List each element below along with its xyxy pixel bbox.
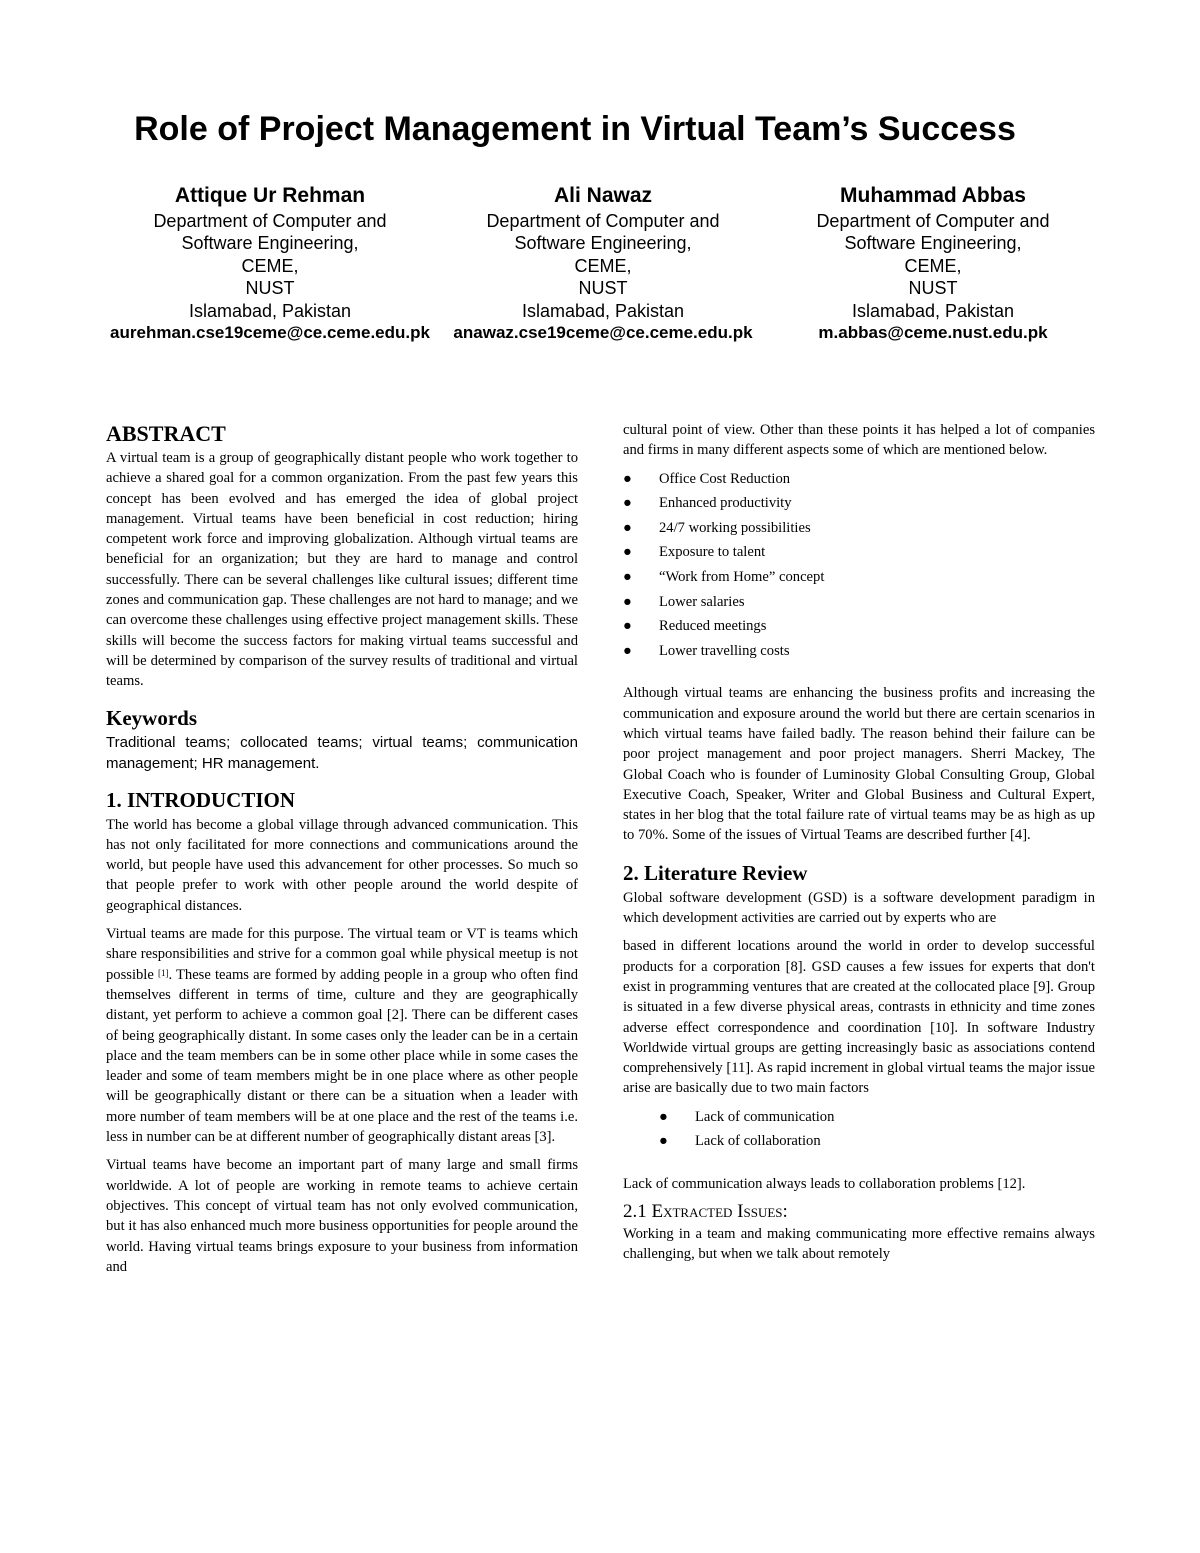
author-email[interactable]: anawaz.cse19ceme@ce.ceme.edu.pk [453, 323, 753, 343]
list-item: ● Enhanced productivity [623, 491, 1095, 516]
list-item: ● Lack of collaboration [659, 1129, 1095, 1154]
author-name: Ali Nawaz [553, 184, 653, 207]
author-block-3 [743, 182, 1123, 344]
bullet-icon: ● [623, 642, 632, 659]
intro-paragraph-2a: Virtual teams are made for this purpose. The virtual team or VT is teams which share responsibilities and strive for a common goal while physical meetup is not possible [106, 926, 578, 983]
list-item: ● Reduced meetings [623, 614, 1095, 639]
author-inst: CEME, [574, 255, 632, 276]
author-city: Islamabad, Pakistan [188, 300, 352, 321]
list-item: ● Lower travelling costs [623, 639, 1095, 664]
list-item: ● 24/7 working possibilities [623, 516, 1095, 541]
bullet-icon: ● [623, 519, 632, 536]
author-block-2 [413, 182, 793, 344]
list-item: ● Lower salaries [623, 590, 1095, 615]
list-item: ● “Work from Home” concept [623, 565, 1095, 590]
abstract-text: A virtual team is a group of geographically distant people who work together to achieve a shared goal for a common organization. From the past few years this concept has been evolved and has emerged the idea of global project management. Virtual teams have been beneficial in cost reduction; hiring competent work force and improving globalization. Although virtual teams are beneficial for an organization; but they are hard to manage and control successfully. There can be several challenges like cultural issues; different time zones and communication gap. These challenges are not hard to manage; and we can overcome these challenges using effective project management skills. These skills will become the success factors for making virtual teams successful and will be determined by comparison of the survey results of traditional and virtual teams. [106, 450, 578, 690]
list-item: ● Office Cost Reduction [623, 467, 1095, 492]
intro-paragraph-1: The world has become a global village through advanced communication. This has not only facilitated for more connections and communications around the world, but people have used this advancement for other processes. So much so that people prefer to work with other people around the world despite of geographical distances. [106, 816, 578, 914]
author-dept: Software Engineering, [181, 233, 359, 254]
bullet-icon: ● [659, 1133, 668, 1150]
left-column [106, 420, 578, 1277]
intro-paragraph-3: Virtual teams have become an important part of many large and small firms worldwide. A lot of people are working in remote teams to achieve certain objectives. This concept of virtual team has not only evolved communication, but it has also enhanced much more business opportunities for people around the world. Having virtual teams brings exposure to your business from information and [106, 1157, 578, 1275]
lit-paragraph-1: Global software development (GSD) is a software development paradigm in which development activities are carried out by experts who are [623, 889, 1095, 927]
author-email[interactable]: aurehman.cse19ceme@ce.ceme.edu.pk [110, 323, 430, 343]
benefits-list [623, 467, 1095, 664]
lit-paragraph-3: Lack of communication always leads to collaboration problems [12]. [623, 1175, 1026, 1192]
author-inst: NUST [245, 278, 295, 299]
bullet-icon: ● [623, 593, 632, 610]
author-dept: Department of Computer and [486, 211, 720, 231]
extracted-issues-heading: 2.1 Extracted Issues: [623, 1201, 788, 1223]
intro-paragraph-5: Although virtual teams are enhancing the business profits and increasing the communication and exposure around the world but there are certain scenarios in which virtual teams have failed badly. The reason behind their failure can be poor project management and poor project managers. Sherri Mackey, The Global Coach who is founder of Luminosity Global Consulting Group, Global Executive Coach, Speaker, Writer and Global Business and Cultural Expert, states in her blog that the total failure rate of virtual teams may be as high as up to 70%. Some of the issues of Virtual Teams are described further [4]. [623, 685, 1095, 844]
lit-paragraph-4: Working in a team and making communicating more effective remains always challenging, but when we talk about remotely [623, 1226, 1095, 1263]
bullet-icon: ● [623, 495, 632, 512]
bullet-icon: ● [659, 1108, 668, 1125]
keywords-text: Traditional teams; collocated teams; virtual teams; communication management; HR management. [106, 733, 578, 773]
literature-review-heading: 2. Literature Review [623, 860, 808, 885]
author-dept: Department of Computer and [816, 211, 1050, 231]
citation: [1] [157, 967, 169, 978]
author-city: Islamabad, Pakistan [521, 300, 685, 321]
list-item: ● Exposure to talent [623, 540, 1095, 565]
author-email[interactable]: m.abbas@ceme.nust.edu.pk [818, 323, 1048, 343]
bullet-icon: ● [623, 544, 632, 561]
intro-paragraph-4: cultural point of view. Other than these points it has helped a lot of companies and firms in many different aspects some of which are mentioned below. [623, 422, 1095, 459]
author-dept: Software Engineering, [844, 233, 1022, 254]
author-name: Muhammad Abbas [840, 184, 1026, 207]
abstract-heading: ABSTRACT [106, 421, 226, 446]
intro-paragraph-2 [106, 924, 578, 1147]
author-inst: CEME, [904, 255, 962, 276]
author-dept: Software Engineering, [514, 233, 692, 254]
factors-list [623, 1105, 1095, 1154]
keywords-heading: Keywords [106, 705, 197, 730]
intro-paragraph-2b: . These teams are formed by adding people in a group who often find themselves different in terms of time, culture and they are geographically distant, yet perform to achieve a common goal [2]. There can be different cases of being geographically distant. In some cases only the leader can be in a certain place and the team members can be in some other place while in some cases the leader and some of team members might be in one place where as other people will be geographically distant or there can be a situation when a leader with more number of team members will be at one place and the rest of the teams i.e. less in number can be at different number of geographically distant areas [3]. [106, 966, 579, 1146]
list-item: ● Lack of communication [659, 1105, 1095, 1130]
introduction-heading: 1. INTRODUCTION [106, 787, 296, 812]
lit-paragraph-2: based in different locations around the world in order to develop successful products for a corporation [8]. GSD causes a few issues for experts that don't exist in programming ventures that are created at the collocated place [9]. Group is situated in a few diverse physical areas, contrasts in ethnicity and time zones adverse effect correspondence and coordination [10]. In software Industry Worldwide virtual groups are getting increasingly basic as associations contend comprehensively [11]. As rapid increment in global virtual teams the major issue arise are basically due to two main factors [623, 938, 1096, 1097]
right-column [623, 420, 1095, 1265]
bullet-icon: ● [623, 470, 632, 487]
bullet-icon: ● [623, 568, 632, 585]
author-inst: NUST [578, 278, 628, 299]
author-city: Islamabad, Pakistan [851, 300, 1015, 321]
author-inst: CEME, [241, 255, 299, 276]
bullet-icon: ● [623, 618, 632, 635]
paper-title: Role of Project Management in Virtual Team’s Success [134, 110, 1016, 148]
author-block-1 [80, 182, 460, 344]
author-inst: NUST [908, 278, 958, 299]
author-dept: Department of Computer and [153, 211, 387, 231]
author-name: Attique Ur Rehman [174, 184, 366, 207]
